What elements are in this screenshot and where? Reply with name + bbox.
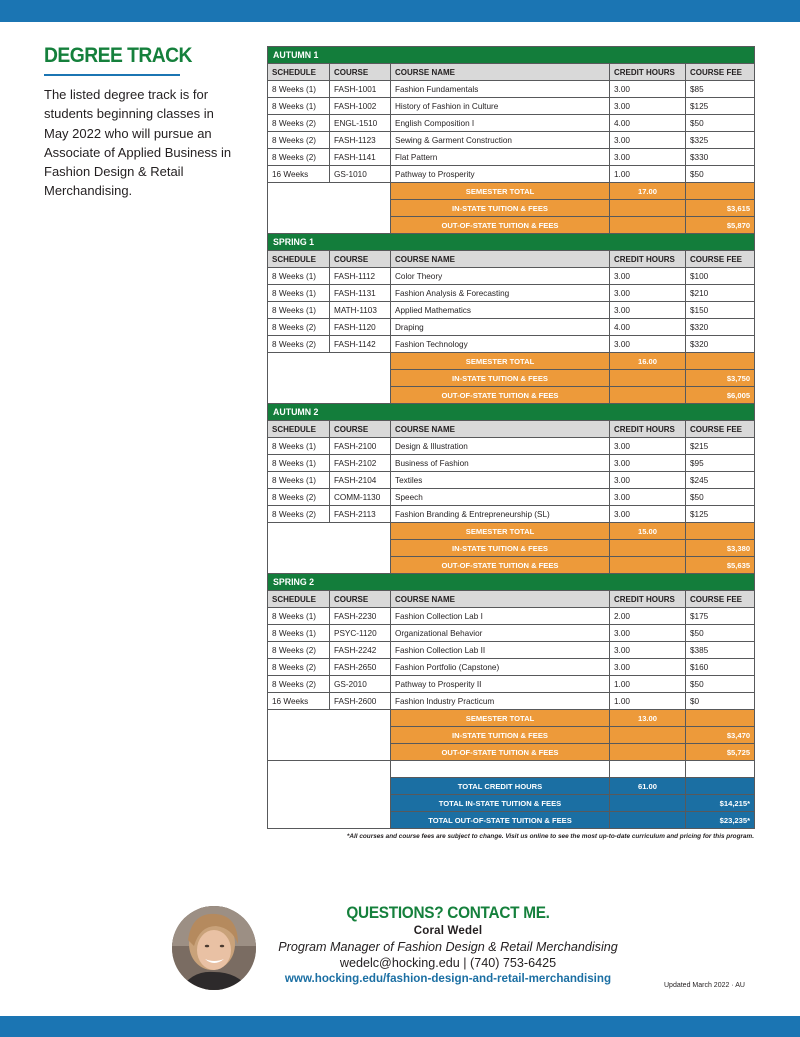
credit-hours-cell: 4.00 bbox=[610, 319, 686, 336]
header-course-name: COURSE NAME bbox=[391, 421, 610, 438]
semester-total-label: SEMESTER TOTAL bbox=[391, 710, 610, 727]
schedule-cell: 8 Weeks (1) bbox=[268, 625, 330, 642]
term-title: AUTUMN 1 bbox=[268, 47, 755, 64]
course-row bbox=[268, 336, 755, 353]
course-code-cell: FASH-2100 bbox=[330, 438, 391, 455]
blank-cell bbox=[268, 710, 391, 761]
course-row bbox=[268, 115, 755, 132]
outstate-label: OUT-OF-STATE TUITION & FEES bbox=[391, 744, 610, 761]
course-fee-cell: $50 bbox=[686, 489, 755, 506]
contact-block bbox=[270, 904, 626, 985]
title-underline bbox=[44, 74, 180, 76]
course-row bbox=[268, 506, 755, 523]
schedule-cell: 8 Weeks (1) bbox=[268, 455, 330, 472]
credit-hours-cell: 3.00 bbox=[610, 472, 686, 489]
schedule-cell: 8 Weeks (2) bbox=[268, 149, 330, 166]
semester-total-label: SEMESTER TOTAL bbox=[391, 183, 610, 200]
outstate-credit-empty bbox=[610, 744, 686, 761]
course-name-cell: Fashion Analysis & Forecasting bbox=[391, 285, 610, 302]
schedule-cell: 8 Weeks (1) bbox=[268, 98, 330, 115]
instate-value: $3,750 bbox=[686, 370, 755, 387]
term-row bbox=[268, 47, 755, 64]
instate-value: $3,380 bbox=[686, 540, 755, 557]
header-credit-hours: CREDIT HOURS bbox=[610, 251, 686, 268]
course-name-cell: Fashion Industry Practicum bbox=[391, 693, 610, 710]
schedule-cell: 8 Weeks (1) bbox=[268, 268, 330, 285]
total-credit-hours-label: TOTAL CREDIT HOURS bbox=[391, 778, 610, 795]
course-code-cell: ENGL-1510 bbox=[330, 115, 391, 132]
semester-total-value: 16.00 bbox=[610, 353, 686, 370]
course-name-cell: Fashion Collection Lab II bbox=[391, 642, 610, 659]
credit-hours-cell: 3.00 bbox=[610, 455, 686, 472]
outstate-value: $5,870 bbox=[686, 217, 755, 234]
header-schedule: SCHEDULE bbox=[268, 421, 330, 438]
course-name-cell: Draping bbox=[391, 319, 610, 336]
semester-total-row bbox=[268, 523, 755, 540]
schedule-cell: 8 Weeks (2) bbox=[268, 642, 330, 659]
credit-hours-cell: 3.00 bbox=[610, 336, 686, 353]
column-header-row bbox=[268, 251, 755, 268]
course-name-cell: History of Fashion in Culture bbox=[391, 98, 610, 115]
outstate-credit-empty bbox=[610, 217, 686, 234]
schedule-cell: 8 Weeks (2) bbox=[268, 676, 330, 693]
bottom-banner bbox=[0, 1016, 800, 1037]
course-row bbox=[268, 81, 755, 98]
contact-photo bbox=[172, 906, 256, 990]
header-course-fee: COURSE FEE bbox=[686, 64, 755, 81]
course-fee-cell: $0 bbox=[686, 693, 755, 710]
course-row bbox=[268, 285, 755, 302]
course-code-cell: FASH-1112 bbox=[330, 268, 391, 285]
course-fee-cell: $50 bbox=[686, 166, 755, 183]
credit-hours-cell: 3.00 bbox=[610, 659, 686, 676]
course-row bbox=[268, 149, 755, 166]
outstate-label: OUT-OF-STATE TUITION & FEES bbox=[391, 557, 610, 574]
header-course: COURSE bbox=[330, 64, 391, 81]
program-link[interactable]: www.hocking.edu/fashion-design-and-retail-merchandising bbox=[284, 972, 612, 985]
blank-cell bbox=[268, 353, 391, 404]
course-fee-cell: $150 bbox=[686, 302, 755, 319]
header-course-fee: COURSE FEE bbox=[686, 591, 755, 608]
course-row bbox=[268, 642, 755, 659]
course-fee-cell: $175 bbox=[686, 608, 755, 625]
course-fee-cell: $245 bbox=[686, 472, 755, 489]
credit-hours-cell: 1.00 bbox=[610, 676, 686, 693]
course-code-cell: FASH-2102 bbox=[330, 455, 391, 472]
outstate-value: $5,635 bbox=[686, 557, 755, 574]
course-name-cell: Speech bbox=[391, 489, 610, 506]
course-code-cell: FASH-1141 bbox=[330, 149, 391, 166]
header-schedule: SCHEDULE bbox=[268, 591, 330, 608]
credit-hours-cell: 2.00 bbox=[610, 608, 686, 625]
semester-total-fee-empty bbox=[686, 710, 755, 727]
schedule-cell: 8 Weeks (1) bbox=[268, 81, 330, 98]
course-fee-cell: $210 bbox=[686, 285, 755, 302]
schedule-cell: 8 Weeks (2) bbox=[268, 489, 330, 506]
schedule-cell: 8 Weeks (2) bbox=[268, 132, 330, 149]
course-row bbox=[268, 455, 755, 472]
course-code-cell: FASH-2113 bbox=[330, 506, 391, 523]
course-name-cell: Fashion Technology bbox=[391, 336, 610, 353]
schedule-cell: 8 Weeks (1) bbox=[268, 608, 330, 625]
course-code-cell: FASH-1123 bbox=[330, 132, 391, 149]
course-code-cell: FASH-2650 bbox=[330, 659, 391, 676]
disclaimer: *All courses and course fees are subject to change. Visit us online to see the most up-to-date curriculum and pricing for this program. bbox=[346, 833, 754, 840]
credit-hours-cell: 3.00 bbox=[610, 625, 686, 642]
outstate-label: OUT-OF-STATE TUITION & FEES bbox=[391, 217, 610, 234]
course-name-cell: Textiles bbox=[391, 472, 610, 489]
course-name-cell: Organizational Behavior bbox=[391, 625, 610, 642]
course-fee-cell: $330 bbox=[686, 149, 755, 166]
outstate-value: $6,005 bbox=[686, 387, 755, 404]
blank-cell bbox=[268, 183, 391, 234]
schedule-cell: 16 Weeks bbox=[268, 693, 330, 710]
course-name-cell: Fashion Collection Lab I bbox=[391, 608, 610, 625]
contact-name: Coral Wedel bbox=[413, 925, 483, 937]
course-row bbox=[268, 625, 755, 642]
instate-label: IN-STATE TUITION & FEES bbox=[391, 200, 610, 217]
course-code-cell: FASH-2104 bbox=[330, 472, 391, 489]
credit-hours-cell: 4.00 bbox=[610, 115, 686, 132]
course-name-cell: Pathway to Prosperity II bbox=[391, 676, 610, 693]
course-name-cell: Design & Illustration bbox=[391, 438, 610, 455]
schedule-cell: 8 Weeks (1) bbox=[268, 285, 330, 302]
blank-cell bbox=[268, 523, 391, 574]
credit-hours-cell: 1.00 bbox=[610, 166, 686, 183]
course-fee-cell: $215 bbox=[686, 438, 755, 455]
updated-note: Updated March 2022 · AU bbox=[664, 982, 745, 989]
term-row bbox=[268, 234, 755, 251]
course-fee-cell: $95 bbox=[686, 455, 755, 472]
course-fee-cell: $100 bbox=[686, 268, 755, 285]
instate-value: $3,470 bbox=[686, 727, 755, 744]
contact-role: Program Manager of Fashion Design & Retail Merchandising bbox=[278, 940, 618, 954]
course-fee-cell: $325 bbox=[686, 132, 755, 149]
course-fee-cell: $320 bbox=[686, 319, 755, 336]
course-row bbox=[268, 438, 755, 455]
course-code-cell: FASH-1142 bbox=[330, 336, 391, 353]
contact-email-phone[interactable]: wedelc@hocking.edu | (740) 753-6425 bbox=[339, 956, 557, 970]
spacer-a bbox=[391, 761, 610, 778]
instate-label: IN-STATE TUITION & FEES bbox=[391, 540, 610, 557]
semester-total-label: SEMESTER TOTAL bbox=[391, 353, 610, 370]
spacer-c bbox=[686, 761, 755, 778]
course-fee-cell: $125 bbox=[686, 98, 755, 115]
header-schedule: SCHEDULE bbox=[268, 251, 330, 268]
credit-hours-cell: 3.00 bbox=[610, 489, 686, 506]
schedule-cell: 8 Weeks (2) bbox=[268, 115, 330, 132]
instate-label: IN-STATE TUITION & FEES bbox=[391, 727, 610, 744]
semester-total-value: 13.00 bbox=[610, 710, 686, 727]
credit-hours-cell: 3.00 bbox=[610, 285, 686, 302]
schedule-cell: 8 Weeks (1) bbox=[268, 472, 330, 489]
course-fee-cell: $85 bbox=[686, 81, 755, 98]
course-code-cell: GS-2010 bbox=[330, 676, 391, 693]
schedule-cell: 8 Weeks (1) bbox=[268, 302, 330, 319]
total-instate-label: TOTAL IN-STATE TUITION & FEES bbox=[391, 795, 610, 812]
semester-total-fee-empty bbox=[686, 183, 755, 200]
semester-total-label: SEMESTER TOTAL bbox=[391, 523, 610, 540]
outstate-credit-empty bbox=[610, 557, 686, 574]
column-header-row bbox=[268, 591, 755, 608]
schedule-cell: 8 Weeks (2) bbox=[268, 506, 330, 523]
credit-hours-cell: 3.00 bbox=[610, 132, 686, 149]
course-name-cell: Fashion Portfolio (Capstone) bbox=[391, 659, 610, 676]
header-credit-hours: CREDIT HOURS bbox=[610, 591, 686, 608]
header-credit-hours: CREDIT HOURS bbox=[610, 421, 686, 438]
course-name-cell: Applied Mathematics bbox=[391, 302, 610, 319]
course-code-cell: FASH-1120 bbox=[330, 319, 391, 336]
course-row bbox=[268, 659, 755, 676]
credit-hours-cell: 3.00 bbox=[610, 81, 686, 98]
header-course-name: COURSE NAME bbox=[391, 251, 610, 268]
outstate-label: OUT-OF-STATE TUITION & FEES bbox=[391, 387, 610, 404]
course-name-cell: Pathway to Prosperity bbox=[391, 166, 610, 183]
spacer-row bbox=[268, 761, 755, 778]
course-row bbox=[268, 132, 755, 149]
credit-hours-cell: 3.00 bbox=[610, 302, 686, 319]
course-row bbox=[268, 319, 755, 336]
header-course: COURSE bbox=[330, 421, 391, 438]
course-row bbox=[268, 166, 755, 183]
header-course-fee: COURSE FEE bbox=[686, 421, 755, 438]
credit-hours-cell: 3.00 bbox=[610, 268, 686, 285]
course-name-cell: Color Theory bbox=[391, 268, 610, 285]
semester-total-row bbox=[268, 183, 755, 200]
credit-hours-cell: 3.00 bbox=[610, 438, 686, 455]
credit-hours-cell: 3.00 bbox=[610, 506, 686, 523]
outstate-credit-empty bbox=[610, 387, 686, 404]
semester-total-row bbox=[268, 353, 755, 370]
semester-total-row bbox=[268, 710, 755, 727]
course-name-cell: Fashion Fundamentals bbox=[391, 81, 610, 98]
instate-value: $3,615 bbox=[686, 200, 755, 217]
credit-hours-cell: 3.00 bbox=[610, 642, 686, 659]
course-fee-cell: $160 bbox=[686, 659, 755, 676]
top-banner bbox=[0, 0, 800, 22]
instate-credit-empty bbox=[610, 540, 686, 557]
course-code-cell: FASH-2242 bbox=[330, 642, 391, 659]
course-name-cell: Flat Pattern bbox=[391, 149, 610, 166]
course-fee-cell: $50 bbox=[686, 676, 755, 693]
course-code-cell: FASH-1001 bbox=[330, 81, 391, 98]
term-title: SPRING 2 bbox=[268, 574, 755, 591]
page-title: DEGREE TRACK bbox=[44, 44, 192, 67]
schedule-cell: 8 Weeks (2) bbox=[268, 336, 330, 353]
header-course-fee: COURSE FEE bbox=[686, 251, 755, 268]
course-fee-cell: $125 bbox=[686, 506, 755, 523]
schedule-cell: 8 Weeks (2) bbox=[268, 659, 330, 676]
total-instate-value: $14,215* bbox=[686, 795, 755, 812]
course-fee-cell: $50 bbox=[686, 115, 755, 132]
course-fee-cell: $50 bbox=[686, 625, 755, 642]
instate-credit-empty bbox=[610, 727, 686, 744]
header-course: COURSE bbox=[330, 591, 391, 608]
instate-credit-empty bbox=[610, 370, 686, 387]
course-code-cell: GS-1010 bbox=[330, 166, 391, 183]
course-row bbox=[268, 693, 755, 710]
course-code-cell: FASH-1002 bbox=[330, 98, 391, 115]
course-name-cell: English Composition I bbox=[391, 115, 610, 132]
spacer-b bbox=[610, 761, 686, 778]
schedule-cell: 8 Weeks (1) bbox=[268, 438, 330, 455]
course-code-cell: FASH-1131 bbox=[330, 285, 391, 302]
course-row bbox=[268, 676, 755, 693]
outstate-value: $5,725 bbox=[686, 744, 755, 761]
total-credit-hours-value: 61.00 bbox=[610, 778, 686, 795]
credit-hours-cell: 1.00 bbox=[610, 693, 686, 710]
course-name-cell: Fashion Branding & Entrepreneurship (SL) bbox=[391, 506, 610, 523]
column-header-row bbox=[268, 421, 755, 438]
header-course-name: COURSE NAME bbox=[391, 591, 610, 608]
course-row bbox=[268, 608, 755, 625]
semester-total-fee-empty bbox=[686, 523, 755, 540]
header-credit-hours: CREDIT HOURS bbox=[610, 64, 686, 81]
course-name-cell: Business of Fashion bbox=[391, 455, 610, 472]
total-instate-credit-empty bbox=[610, 795, 686, 812]
course-row bbox=[268, 472, 755, 489]
total-credit-hours-fee-empty bbox=[686, 778, 755, 795]
schedule-cell: 8 Weeks (2) bbox=[268, 319, 330, 336]
course-row bbox=[268, 489, 755, 506]
header-schedule: SCHEDULE bbox=[268, 64, 330, 81]
schedule-cell: 16 Weeks bbox=[268, 166, 330, 183]
course-name-cell: Sewing & Garment Construction bbox=[391, 132, 610, 149]
course-row bbox=[268, 302, 755, 319]
course-row bbox=[268, 268, 755, 285]
header-course-name: COURSE NAME bbox=[391, 64, 610, 81]
semester-total-value: 17.00 bbox=[610, 183, 686, 200]
term-row bbox=[268, 404, 755, 421]
intro-panel bbox=[44, 44, 244, 201]
term-row bbox=[268, 574, 755, 591]
portrait-image bbox=[172, 906, 256, 990]
credit-hours-cell: 3.00 bbox=[610, 98, 686, 115]
course-code-cell: PSYC-1120 bbox=[330, 625, 391, 642]
semester-total-value: 15.00 bbox=[610, 523, 686, 540]
course-fee-cell: $320 bbox=[686, 336, 755, 353]
instate-credit-empty bbox=[610, 200, 686, 217]
course-code-cell: COMM-1130 bbox=[330, 489, 391, 506]
instate-label: IN-STATE TUITION & FEES bbox=[391, 370, 610, 387]
total-outstate-value: $23,235* bbox=[686, 812, 755, 829]
contact-heading: QUESTIONS? CONTACT ME. bbox=[346, 904, 550, 922]
term-title: AUTUMN 2 bbox=[268, 404, 755, 421]
semester-total-fee-empty bbox=[686, 353, 755, 370]
credit-hours-cell: 3.00 bbox=[610, 149, 686, 166]
total-outstate-credit-empty bbox=[610, 812, 686, 829]
course-row bbox=[268, 98, 755, 115]
course-code-cell: FASH-2600 bbox=[330, 693, 391, 710]
term-title: SPRING 1 bbox=[268, 234, 755, 251]
course-code-cell: FASH-2230 bbox=[330, 608, 391, 625]
course-fee-cell: $385 bbox=[686, 642, 755, 659]
intro-text: The listed degree track is for students beginning classes in May 2022 who will pursue an Associate of Applied Business in Fashion Design & Retail Merchandising. bbox=[44, 87, 232, 199]
degree-track-table bbox=[267, 46, 755, 829]
column-header-row bbox=[268, 64, 755, 81]
total-outstate-label: TOTAL OUT-OF-STATE TUITION & FEES bbox=[391, 812, 610, 829]
header-course: COURSE bbox=[330, 251, 391, 268]
blank-cell bbox=[268, 761, 391, 829]
course-code-cell: MATH-1103 bbox=[330, 302, 391, 319]
